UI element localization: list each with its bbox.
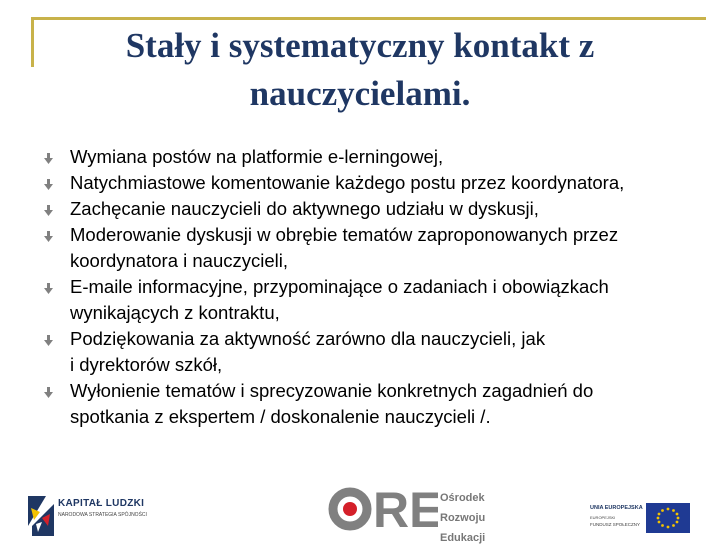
kapital-ludzki-name: KAPITAŁ LUDZKI xyxy=(58,498,145,509)
bullet-item xyxy=(44,170,694,196)
bullet-text: Natychmiastowe komentowanie każdego postu przez koordynatora, xyxy=(70,172,625,193)
bullet-text: Zachęcanie nauczycieli do aktywnego udziału w dyskusji, xyxy=(70,198,539,219)
eu-subtitle-2: FUNDUSZ SPOŁECZNY xyxy=(590,522,641,527)
bullet-item xyxy=(44,222,694,274)
arrow-bullet-icon xyxy=(44,335,53,346)
ore-name xyxy=(440,488,485,548)
bullet-text: Moderowanie dyskusji w obrębie tematów zaproponowanych przez koordynatora i nauczycieli, xyxy=(70,224,619,271)
ore-name-line-1: Ośrodek xyxy=(440,492,485,504)
eu-name: UNIA EUROPEJSKA xyxy=(590,505,643,511)
ore-logo xyxy=(328,480,438,543)
title-frame-top xyxy=(31,17,706,20)
arrow-bullet-icon xyxy=(44,179,53,190)
eu-subtitle-1: EUROPEJSKI xyxy=(590,515,616,520)
bullet-item xyxy=(44,326,694,378)
ore-name-line-2: Rozwoju xyxy=(440,512,486,524)
kapital-ludzki-subtitle: NARODOWA STRATEGIA SPÓJNOŚCI xyxy=(58,512,147,518)
bullet-item xyxy=(44,144,694,170)
bullet-item xyxy=(44,196,694,222)
arrow-bullet-icon xyxy=(44,387,53,398)
slide-title-line-2: nauczycielami. xyxy=(249,74,471,113)
kapital-ludzki-emblem-icon xyxy=(28,496,54,536)
bullet-item xyxy=(44,274,694,326)
svg-text:RE: RE xyxy=(373,482,438,538)
ore-name-line-3: Edukacji xyxy=(440,532,486,544)
bullet-list xyxy=(44,144,694,430)
slide-title xyxy=(60,22,660,118)
arrow-bullet-icon xyxy=(44,231,53,242)
arrow-bullet-icon xyxy=(44,283,53,294)
slide-title-line-1: Stały i systematyczny kontakt z xyxy=(125,26,595,65)
bullet-text: Wymiana postów na platformie e-lerningowej, xyxy=(70,146,444,167)
ore-logo-mark-icon xyxy=(328,480,438,538)
bullet-text: Podziękowania za aktywność zarówno dla nauczycieli, jak i dyrektorów szkół, xyxy=(70,328,546,375)
arrow-bullet-icon xyxy=(44,153,53,164)
bullet-text: Wyłonienie tematów i sprecyzowanie konkretnych zagadnień do spotkania z ekspertem / doskonalenie nauczycieli /. xyxy=(70,380,594,427)
eu-flag-icon xyxy=(646,503,690,533)
arrow-bullet-icon xyxy=(44,205,53,216)
bullet-item xyxy=(44,378,694,430)
title-frame-left xyxy=(31,17,34,67)
bullet-text: E-maile informacyjne, przypominające o zadaniach i obowiązkach wynikających z kontraktu, xyxy=(70,276,609,323)
